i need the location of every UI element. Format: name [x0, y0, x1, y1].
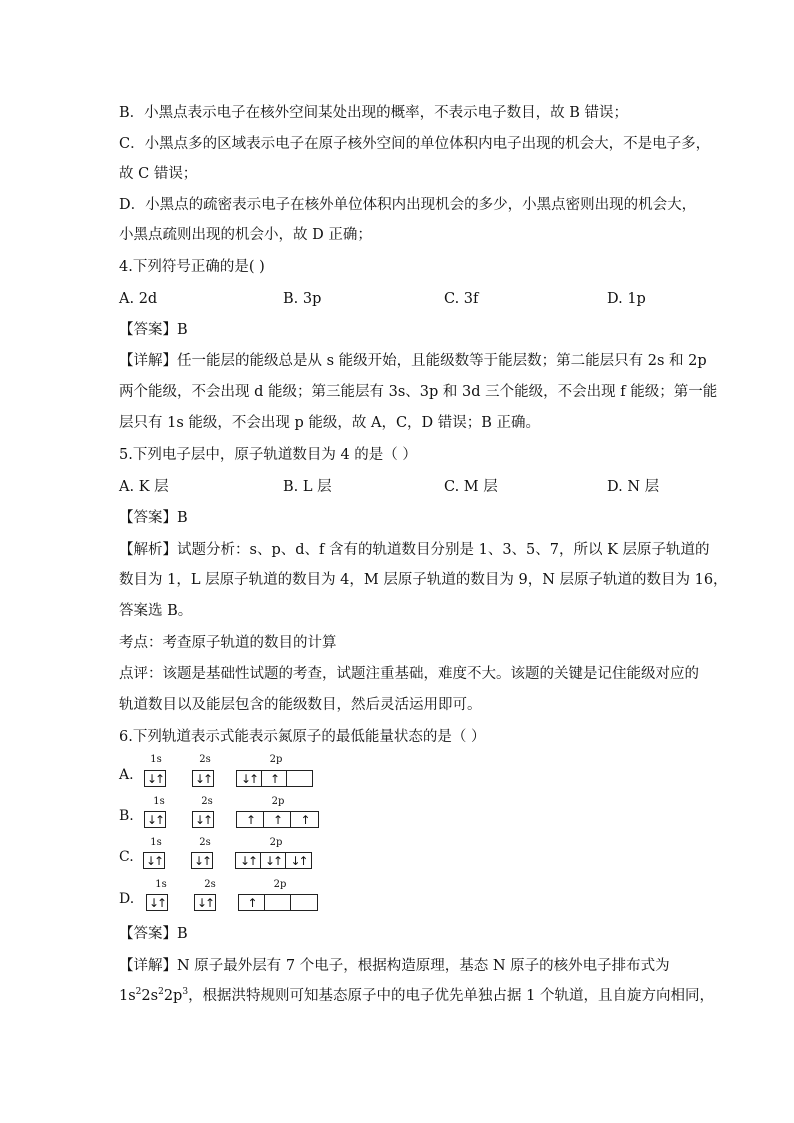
q6-b-2p-box — [236, 811, 319, 828]
orbital-cell: ↓↑ — [196, 895, 214, 910]
q4-option-c: C. 3f — [444, 291, 479, 307]
q5-comment-line1: 点评：该题是基础性试题的考查，试题注重基础，难度不大。该题的关键是记住能级对应的 — [119, 666, 699, 682]
orbital-cell — [291, 895, 317, 910]
q6-b-1s-box — [144, 811, 166, 828]
orbital-cell: ↓↑ — [194, 771, 212, 786]
c-explanation-line2: 故 C 错误； — [119, 166, 198, 182]
label-2s: 2s — [199, 837, 211, 848]
label-1s: 1s — [150, 837, 162, 848]
q5-option-b: B. L 层 — [283, 479, 332, 495]
orbital-cell: ↑ — [239, 895, 265, 910]
label-2s: 2s — [204, 879, 216, 890]
q6-b-2s-box — [192, 811, 214, 828]
orbital-cell: ↓↑ — [145, 853, 163, 868]
q5-option-c: C. M 层 — [444, 479, 498, 495]
q6-answer: 【答案】B — [119, 926, 188, 942]
q5-stem: 5.下列电子层中，原子轨道数目为 4 的是（ ） — [119, 447, 417, 463]
q5-option-a: A. K 层 — [119, 479, 169, 495]
q6-a-2s-box — [192, 770, 214, 787]
q6-a-1s-box — [144, 770, 166, 787]
q5-kaodian: 考点：考查原子轨道的数目的计算 — [119, 635, 337, 651]
q6-option-b-letter: B. — [119, 808, 134, 824]
orbital-cell: ↓↑ — [236, 853, 261, 868]
q6-c-2p-box — [235, 852, 312, 869]
q6-d-2s-box — [194, 894, 216, 911]
q6-detail-line1: 【详解】N 原子最外层有 7 个电子，根据构造原理，基态 N 原子的核外电子排布式为 — [119, 958, 670, 974]
label-2p: 2p — [273, 879, 287, 890]
q4-option-b: B. 3p — [283, 291, 322, 307]
q4-stem: 4.下列符号正确的是( ) — [119, 259, 265, 275]
label-1s: 1s — [150, 754, 162, 765]
q5-analysis-line1: 【解析】试题分析：s、p、d、f 含有的轨道数目分别是 1、3、5、7，所以 K 层原子轨道的 — [119, 542, 710, 558]
label-2p: 2p — [269, 754, 283, 765]
label-2s: 2s — [199, 754, 211, 765]
orbital-cell: ↓↑ — [193, 853, 211, 868]
orbital-cell: ↓↑ — [290, 853, 307, 868]
orbital-cell: ↑ — [237, 812, 264, 827]
label-2s: 2s — [201, 796, 213, 807]
orbital-cell: ↑ — [262, 771, 287, 786]
q4-option-a: A. 2d — [119, 291, 158, 307]
label-2p: 2p — [269, 837, 283, 848]
label-2p: 2p — [271, 796, 285, 807]
orbital-cell — [287, 771, 312, 786]
d-explanation-line1: D．小黑点的疏密表示电子在核外单位体积内出现机会的多少，小黑点密则出现的机会大， — [119, 197, 697, 213]
q6-detail-line2: $1s^22s^22p^3$，根据洪特规则可知基态原子中的电子优先单独占据 1 个轨道，且自旋方向相同， — [119, 987, 715, 1004]
q4-answer: 【答案】B — [119, 322, 188, 338]
orbital-cell: ↓↑ — [146, 812, 164, 827]
q6-d-1s-box — [146, 894, 168, 911]
electron-config: $1s^22s^22p^3$ — [119, 987, 189, 1004]
q5-option-d: D. N 层 — [607, 479, 660, 495]
q4-detail-line3: 层只有 1s 能级，不会出现 p 能级，故 A，C，D 错误；B 正确。 — [119, 415, 541, 431]
q5-comment-line2: 轨道数目以及能层包含的能级数目，然后灵活运用即可。 — [119, 697, 482, 713]
label-1s: 1s — [153, 796, 165, 807]
q6-option-c-letter: C. — [119, 849, 134, 865]
d-explanation-line2: 小黑点疏则出现的机会小，故 D 正确； — [119, 227, 372, 243]
orbital-cell: ↑ — [300, 812, 309, 827]
orbital-cell: ↓↑ — [261, 853, 286, 868]
q5-analysis-line3: 答案选 B。 — [119, 603, 193, 619]
q6-c-2s-box — [191, 852, 213, 869]
q6-d-2p-box — [238, 894, 318, 911]
q6-a-2p-box — [236, 770, 313, 787]
q4-detail-line2: 两个能级，不会出现 d 能级；第三能层有 3s、3p 和 3d 三个能级，不会出现 f 能级；第一能 — [119, 384, 718, 400]
orbital-cell: ↓↑ — [148, 895, 166, 910]
orbital-cell: ↓↑ — [237, 771, 262, 786]
q5-analysis-line2: 数目为 1，L 层原子轨道的数目为 4，M 层原子轨道的数目为 9，N 层原子轨道的数目为 16， — [119, 572, 728, 588]
label-1s: 1s — [155, 879, 167, 890]
q6-stem: 6.下列轨道表示式能表示氮原子的最低能量状态的是（ ） — [119, 729, 486, 745]
q6-option-d-letter: D. — [119, 891, 135, 907]
c-explanation-line1: C．小黑点多的区域表示电子在原子核外空间的单位体积内电子出现的机会大，不是电子多， — [119, 136, 711, 152]
q4-detail-line1: 【详解】任一能层的能级总是从 s 能级开始，且能级数等于能层数；第二能层只有 2s 和 2p — [119, 353, 707, 369]
q6-c-1s-box — [143, 852, 165, 869]
orbital-cell: ↓↑ — [194, 812, 212, 827]
orbital-cell: ↑ — [264, 812, 291, 827]
orbital-cell — [265, 895, 291, 910]
q5-answer: 【答案】B — [119, 510, 188, 526]
q6-option-a-letter: A. — [119, 767, 134, 783]
q4-option-d: D. 1p — [607, 291, 646, 307]
orbital-cell: ↓↑ — [146, 771, 164, 786]
b-explanation: B．小黑点表示电子在核外空间某处出现的概率，不表示电子数目，故 B 错误； — [119, 105, 629, 121]
